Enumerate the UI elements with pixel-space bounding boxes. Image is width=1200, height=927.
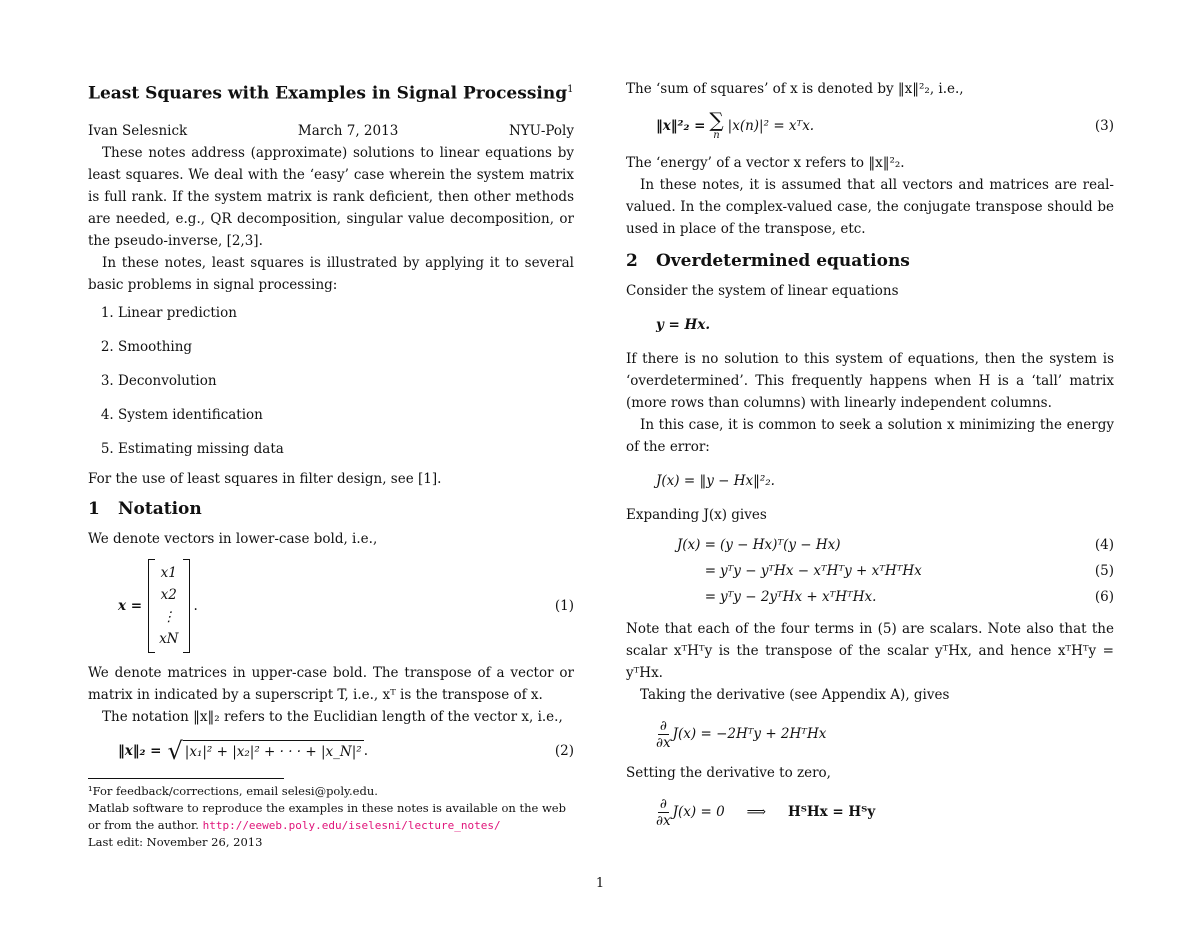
equation-3 xyxy=(626,106,1114,146)
intro-paragraph-2: In these notes, least squares is illustrated by applying it to several basic problems in signal processing: xyxy=(88,254,574,293)
footnote-rule xyxy=(88,778,284,779)
scalars-paragraph: Note that each of the four terms in (5) are scalars. Note also that the scalar xᵀHᵀy is the transpose of the scalar yᵀHx, and hence xᵀHᵀy = yᵀHx. xyxy=(626,621,1114,681)
overdetermined-paragraph: If there is no solution to this system of equations, then the system is ‘overdetermined’. This frequently happens when H is a ‘tall’ matrix (more rows than columns) with linearly independent columns. xyxy=(626,351,1114,411)
equation-number: (5) xyxy=(1094,563,1114,579)
footnote-matlab-text: Matlab software to reproduce the examples in these notes is available on the web or from the author. xyxy=(88,800,566,832)
equation-y-hx xyxy=(626,308,1114,342)
implies-symbol: ⟹ xyxy=(746,804,767,820)
real-valued-paragraph: In these notes, it is assumed that all vectors and matrices are real-valued. In the complex-valued case, the conjugate transpose should be used in place of the transpose, etc. xyxy=(626,177,1114,237)
summation-index: n xyxy=(713,130,720,141)
author: Ivan Selesnick xyxy=(88,122,188,139)
equation-number: (1) xyxy=(554,597,574,614)
equation-derivative xyxy=(626,712,1114,756)
equation-number: (3) xyxy=(1094,118,1114,134)
equation-lhs: J(x) = xyxy=(676,537,716,553)
equation-lhs: = xyxy=(704,589,716,605)
notation-paragraph-3: The notation ‖x‖₂ refers to the Euclidian length of the vector x, i.e., xyxy=(102,708,563,725)
equation-body: J(x) = ‖y − Hx‖²₂. xyxy=(656,473,775,489)
paper-title xyxy=(88,78,574,106)
date: March 7, 2013 xyxy=(297,122,399,139)
equation-2 xyxy=(88,734,574,768)
fraction-denominator: ∂x xyxy=(656,812,671,829)
vector-entry: xN xyxy=(159,630,179,647)
section-heading-notation xyxy=(88,496,574,522)
section-number: 2 xyxy=(626,251,638,271)
equation-rhs: yᵀy − 2yᵀHx + xᵀHᵀHx. xyxy=(720,589,877,605)
seek-paragraph: In this case, it is common to seek a solution x minimizing the energy of the error: xyxy=(626,417,1114,455)
equation-end: . xyxy=(193,597,198,614)
equation-lhs: = xyxy=(704,563,716,579)
section-number: 1 xyxy=(88,498,100,519)
equation-4 xyxy=(656,532,1114,558)
equation-lhs: ‖x‖²₂ = xyxy=(656,118,706,134)
expanding-paragraph: Expanding J(x) gives xyxy=(626,507,767,523)
equation-end: . xyxy=(363,742,368,759)
equation-6 xyxy=(656,584,1114,610)
vector-entry: ⋮ xyxy=(162,608,176,625)
equation-rhs: J(x) = −2Hᵀy + 2HᵀHx xyxy=(672,726,827,742)
footnote-last-edit: Last edit: November 26, 2013 xyxy=(88,834,263,849)
fraction-numerator: ∂ xyxy=(659,795,667,812)
equation-body: y = Hx. xyxy=(656,317,711,333)
left-bracket xyxy=(148,559,155,653)
section-title: Overdetermined equations xyxy=(656,251,910,271)
consider-paragraph: Consider the system of linear equations xyxy=(626,283,899,299)
sum-of-squares-paragraph: The ‘sum of squares’ of x is denoted by ‖x‖²₂, i.e., xyxy=(626,81,964,97)
list-item: 3. Deconvolution xyxy=(118,370,574,404)
notation-paragraph-1: We denote vectors in lower-case bold, i.e., xyxy=(88,530,378,547)
lecture-notes-link[interactable]: http://eeweb.poly.edu/iselesni/lecture_notes/ xyxy=(202,818,501,832)
derivative-paragraph: Taking the derivative (see Appendix A), gives xyxy=(640,687,950,703)
list-item: 2. Smoothing xyxy=(118,336,574,370)
equation-lhs: x = xyxy=(118,597,143,614)
vector-entry: x2 xyxy=(160,586,177,603)
equation-zero xyxy=(626,790,1114,834)
fraction-numerator: ∂ xyxy=(659,717,667,734)
radical-sign: √ xyxy=(167,736,183,765)
partial-fraction xyxy=(656,796,671,829)
energy-paragraph: The ‘energy’ of a vector x refers to ‖x‖²₂. xyxy=(626,155,905,171)
equation-5 xyxy=(656,558,1114,584)
footnote-matlab xyxy=(88,800,574,834)
section-title: Notation xyxy=(118,498,202,519)
author-line xyxy=(88,120,574,142)
equation-rhs: yᵀy − yᵀHx − xᵀHᵀy + xᵀHᵀHx xyxy=(720,563,922,579)
page-number: 1 xyxy=(595,876,605,891)
setting-paragraph: Setting the derivative to zero, xyxy=(626,765,831,781)
section-heading-overdetermined xyxy=(626,248,1114,274)
vector-entry: x1 xyxy=(160,564,177,581)
notation-paragraph-2: We denote matrices in upper-case bold. The transpose of a vector or matrix in indicated by a superscript T, i.e., xᵀ is the transpose of x. xyxy=(88,664,574,703)
equation-number: (2) xyxy=(554,742,574,759)
problem-list xyxy=(88,302,574,472)
sigma-symbol: ∑ xyxy=(709,108,724,132)
footnotes xyxy=(88,783,574,851)
equation-1 xyxy=(88,556,574,656)
title-text: Least Squares with Examples in Signal Processing xyxy=(88,83,568,104)
right-bracket xyxy=(183,559,190,653)
partial-fraction xyxy=(656,718,671,751)
intro-paragraph-1: These notes address (approximate) solutions to linear equations by least squares. We deal with the ‘easy’ case wherein the system matrix is full rank. If the system matrix is rank deficient, then other methods are needed, e.g., QR decomposition, singular value decomposition, or the pseudo-inverse, [2,3]. xyxy=(88,144,574,249)
right-column xyxy=(626,78,1114,840)
footnote-feedback: ¹For feedback/corrections, email selesi@poly.edu. xyxy=(88,783,378,798)
title-footnote-mark: 1 xyxy=(567,84,574,95)
column-vector xyxy=(148,559,189,653)
vector-entries xyxy=(155,562,182,650)
equation-number: (4) xyxy=(1094,537,1114,553)
radicand: |x₁|² + |x₂|² + · · · + |x_N|² xyxy=(183,740,364,763)
list-item: 1. Linear prediction xyxy=(118,302,574,336)
equation-J xyxy=(626,464,1114,498)
normal-equations: HᵀHx = Hᵀy xyxy=(788,804,876,820)
equation-body xyxy=(656,718,826,751)
aligned-equations xyxy=(626,532,1114,610)
fraction-denominator: ∂x xyxy=(656,734,671,751)
equation-number: (6) xyxy=(1094,589,1114,605)
equation-body xyxy=(656,796,875,829)
list-item: 5. Estimating missing data xyxy=(118,438,574,472)
filter-design-paragraph: For the use of least squares in filter design, see [1]. xyxy=(88,470,442,487)
left-column xyxy=(88,78,574,851)
equation-lhs: ‖x‖₂ = xyxy=(118,742,162,759)
square-root xyxy=(167,736,363,765)
equation-rhs: J(x) = 0 xyxy=(672,804,725,820)
equation-rhs: (y − Hx)ᵀ(y − Hx) xyxy=(720,537,841,553)
summation xyxy=(709,110,723,142)
list-item: 4. System identification xyxy=(118,404,574,438)
equation-rhs: |x(n)|² = xᵀx. xyxy=(727,118,815,134)
affiliation: NYU-Poly xyxy=(508,122,574,139)
